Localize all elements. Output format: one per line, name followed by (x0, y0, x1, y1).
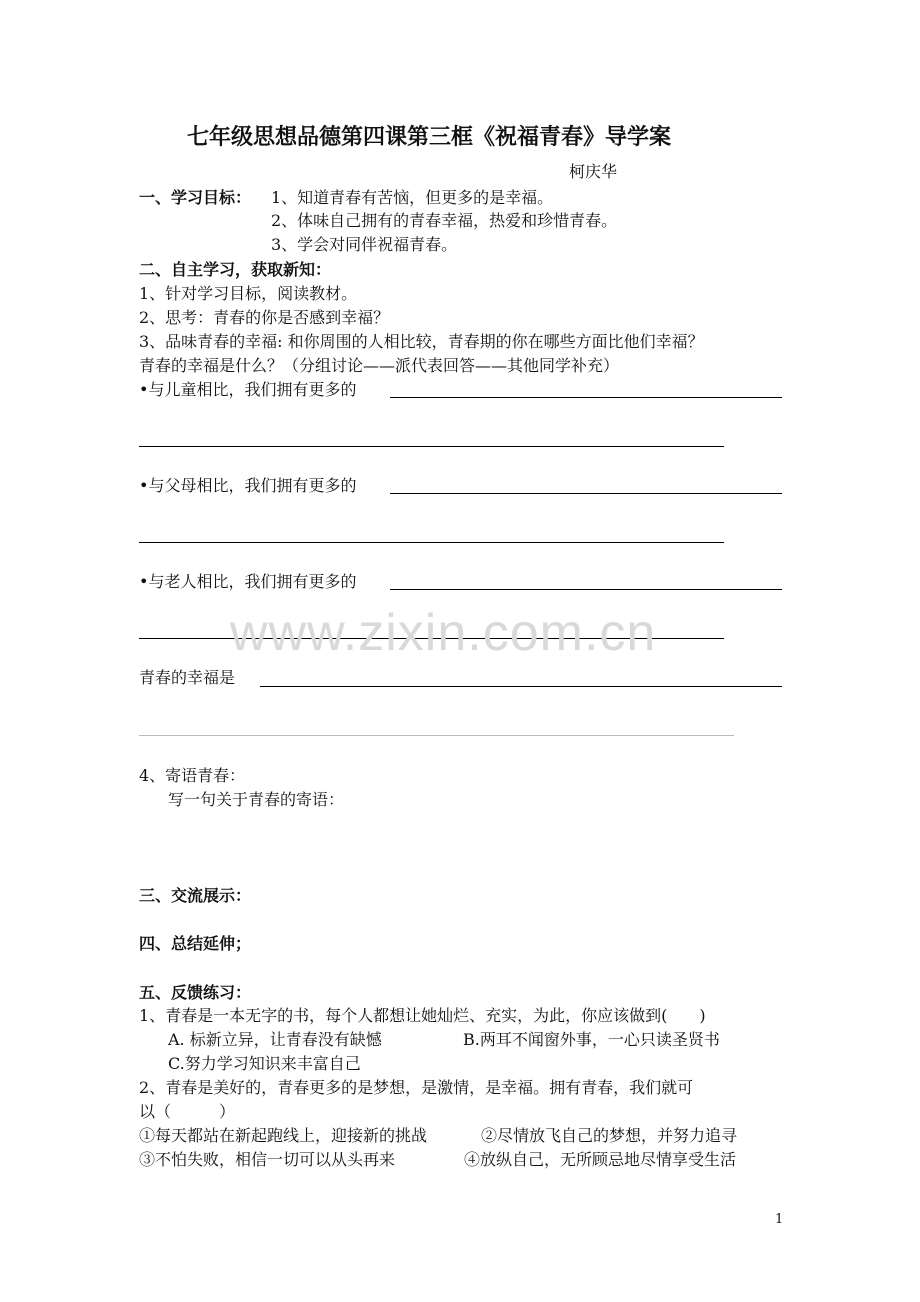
happiness-label: 青春的幸福是 (139, 668, 236, 687)
answer-blank[interactable] (139, 542, 724, 543)
compare-parents-label: •与父母相比，我们拥有更多的 (139, 476, 357, 495)
q1-option-b: B.两耳不闻窗外事，一心只读圣贤书 (463, 1030, 720, 1049)
page-number: 1 (775, 1212, 784, 1227)
question-1: 1、青春是一本无字的书，每个人都想让她灿烂、充实，为此，你应该做到( ) (139, 1006, 706, 1025)
page-title: 七年级思想品德第四课第三框《祝福青春》导学案 (187, 124, 672, 150)
q1-option-c: C.努力学习知识来丰富自己 (168, 1054, 361, 1073)
question-2: 2、青春是美好的，青春更多的是梦想，是激情，是幸福。拥有青春，我们就可 (139, 1078, 694, 1097)
section2-heading: 二、自主学习，获取新知： (139, 260, 332, 279)
answer-blank[interactable] (139, 735, 734, 736)
q2-option-1: ①每天都站在新起跑线上，迎接新的挑战 (139, 1126, 428, 1145)
answer-blank[interactable] (260, 686, 782, 687)
q2-option-4: ④放纵自己，无所顾忌地尽情享受生活 (464, 1150, 737, 1169)
q2-option-3: ③不怕失败，相信一切可以从头再来 (139, 1150, 396, 1169)
objective-item: 3、学会对同伴祝福青春。 (271, 235, 458, 254)
study-line: 1、针对学习目标，阅读教材。 (139, 284, 358, 303)
study-line: 2、思考：青春的你是否感到幸福？ (139, 308, 390, 327)
q1-option-a: A. 标新立异，让青春没有缺憾 (168, 1030, 382, 1049)
q2-option-2: ②尽情放飞自己的梦想，并努力追寻 (481, 1126, 738, 1145)
compare-children-label: •与儿童相比，我们拥有更多的 (139, 380, 357, 399)
section4-heading: 四、总结延伸； (139, 934, 252, 953)
answer-blank[interactable] (390, 397, 782, 398)
watermark: www.zixin.com.cn (230, 604, 657, 662)
study-line: 3、品味青春的幸福: 和你周围的人相比较，青春期的你在哪些方面比他们幸福？ (139, 332, 704, 351)
item4-prompt: 写一句关于青春的寄语： (168, 790, 345, 809)
answer-blank[interactable] (390, 589, 782, 590)
section5-heading: 五、反馈练习： (139, 983, 252, 1002)
study-line: 青春的幸福是什么？（分组讨论——派代表回答——其他同学补充） (139, 356, 620, 375)
author-name: 柯庆华 (569, 162, 618, 181)
answer-blank[interactable] (139, 446, 724, 447)
item4-heading: 4、寄语青春： (139, 766, 246, 785)
objective-item: 1、知道青春有苦恼，但更多的是幸福。 (271, 188, 554, 207)
answer-blank[interactable] (390, 493, 782, 494)
objective-item: 2、体味自己拥有的青春幸福，热爱和珍惜青春。 (271, 211, 618, 230)
question-2-cont: 以（ ） (139, 1102, 236, 1121)
section3-heading: 三、交流展示： (139, 886, 252, 905)
compare-elders-label: •与老人相比，我们拥有更多的 (139, 572, 357, 591)
section1-heading: 一、学习目标： (139, 188, 252, 207)
